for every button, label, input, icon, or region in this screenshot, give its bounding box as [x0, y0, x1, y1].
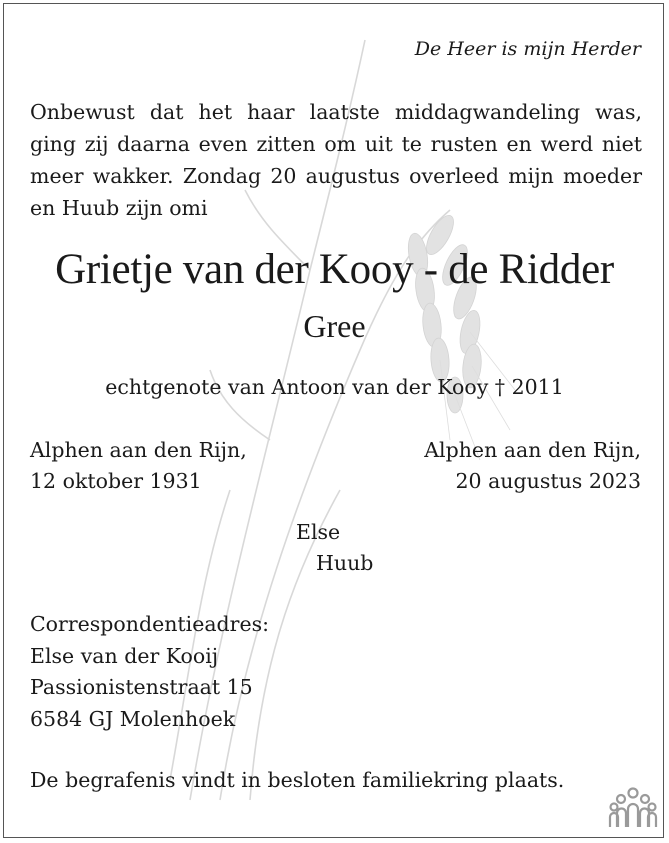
death-place: Alphen aan den Rijn, — [424, 438, 641, 462]
correspondence-name: Else van der Kooij — [30, 643, 219, 668]
birth-date: 12 oktober 1931 — [30, 469, 202, 493]
deceased-name: Grietje van der Kooy - de Ridder — [55, 246, 614, 293]
birth-info — [30, 435, 247, 497]
family-people-icon — [608, 785, 658, 830]
motto: De Heer is mijn Herder — [414, 38, 641, 60]
correspondence-city: 6584 GJ Molenhoek — [30, 706, 236, 731]
child-name: Else — [296, 520, 341, 544]
correspondence-street: Passionistenstraat 15 — [30, 675, 253, 699]
spouse-line: echtgenote van Antoon van der Kooy † 2011 — [105, 375, 564, 399]
death-date: 20 augustus 2023 — [455, 469, 641, 493]
deceased-nickname: Gree — [303, 308, 366, 344]
grandchild-name: Huub — [316, 551, 374, 575]
intro-text: Onbewust dat het haar laatste middagwandeling was, ging zij daarna even zitten om uit te rusten en werd niet meer wakker. Zondag 20 augustus overleed mijn moeder en Huub zijn omi — [30, 100, 642, 220]
closing-text: De begrafenis vindt in besloten familiekring plaats. — [30, 768, 565, 792]
correspondence-address — [30, 609, 269, 735]
birth-place: Alphen aan den Rijn, — [30, 438, 247, 462]
correspondence-heading: Correspondentieadres: — [30, 612, 270, 636]
death-info — [424, 435, 641, 497]
